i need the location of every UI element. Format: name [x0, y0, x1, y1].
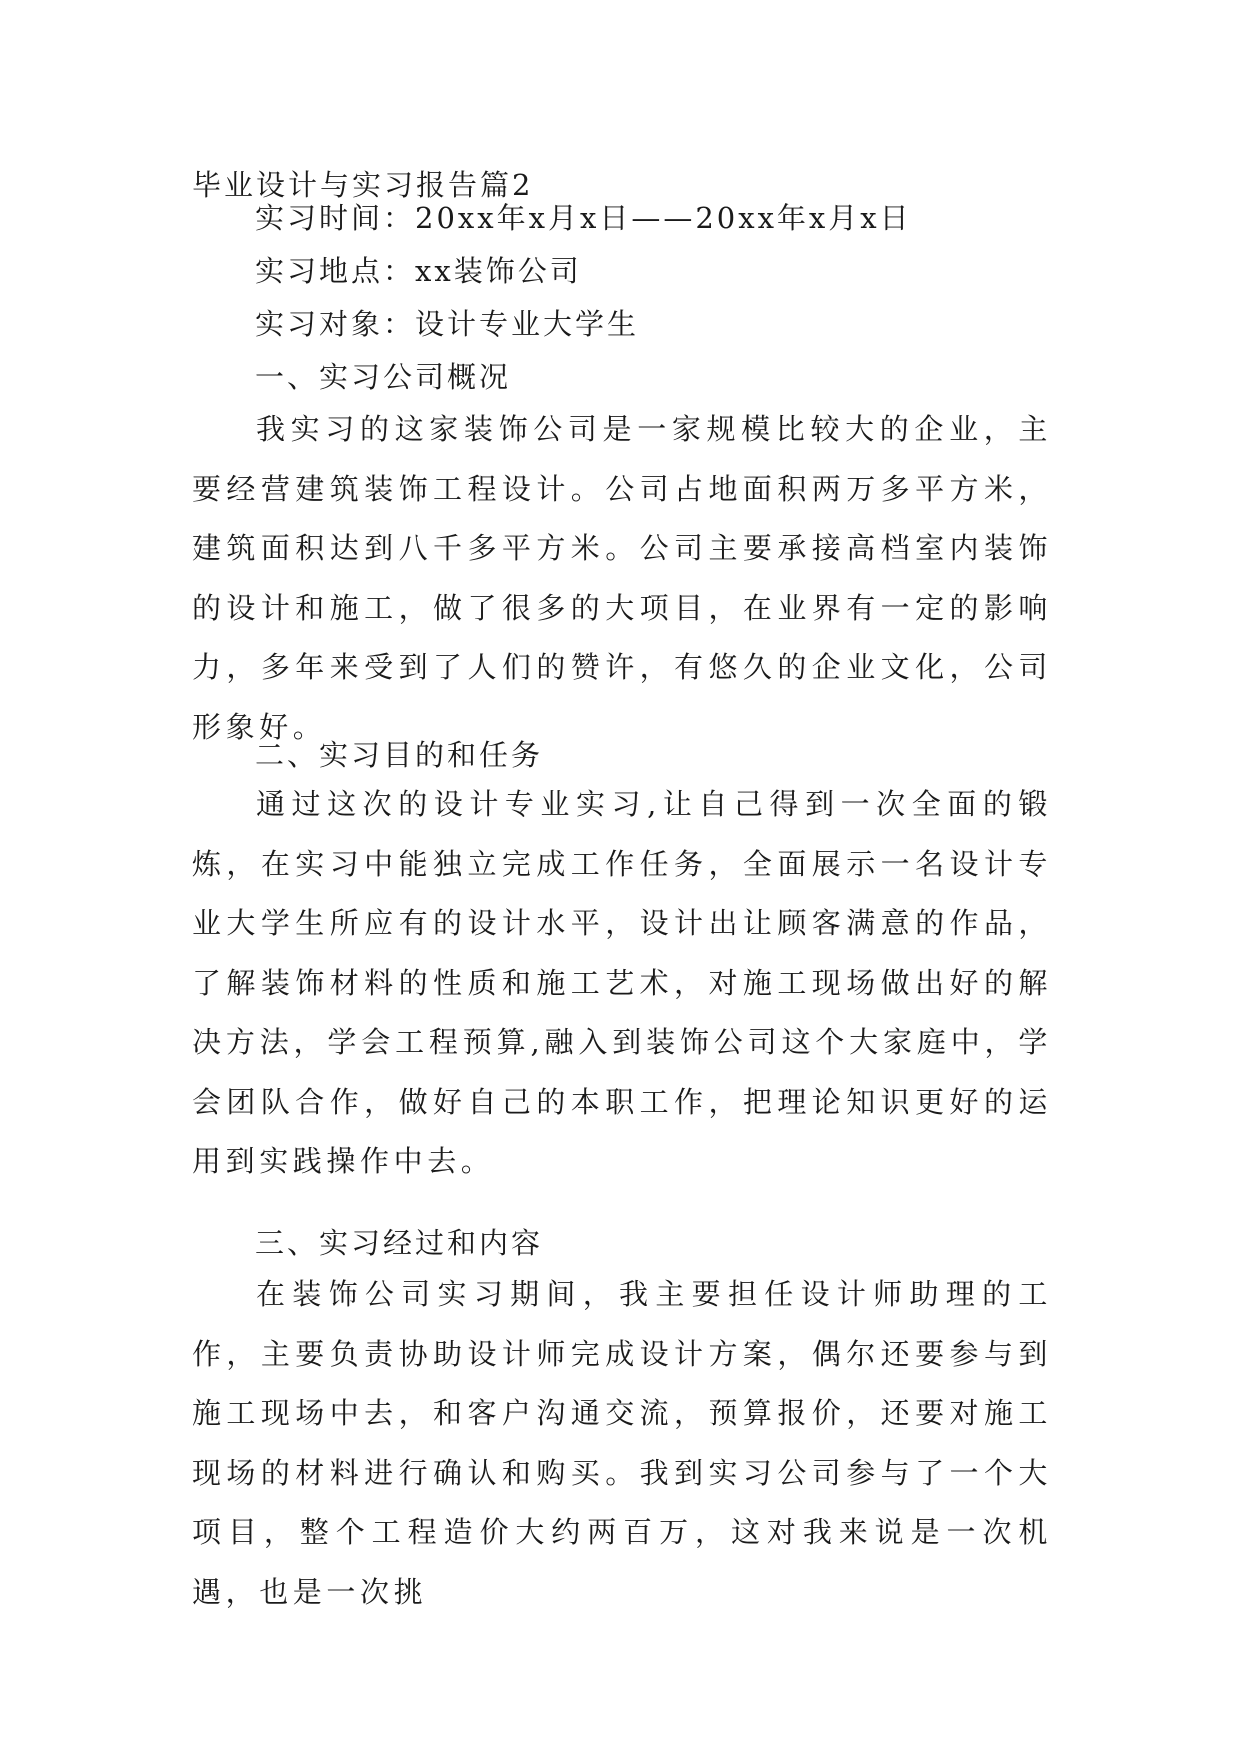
section-heading-3: 三、实习经过和内容 [255, 1226, 544, 1260]
meta-object: 实习对象：设计专业大学生 [255, 307, 640, 341]
document-title: 毕业设计与实习报告篇2 [192, 168, 534, 202]
meta-place: 实习地点：xx装饰公司 [255, 254, 582, 288]
section-heading-1: 一、实习公司概况 [255, 360, 512, 394]
section-paragraph-3: 在装饰公司实习期间，我主要担任设计师助理的工作，主要负责协助设计师完成设计方案，偶尔还要参与到施工现场中去，和客户沟通交流，预算报价，还要对施工现场的材料进行确认和购买。我到实习公司参与了一个大项目，整个工程造价大约两百万，这对我来说是一次机遇，也是一次挑 [192, 1277, 1052, 1609]
meta-time: 实习时间：20xx年x月x日——20xx年x月x日 [255, 201, 912, 235]
section-heading-2: 二、实习目的和任务 [255, 738, 544, 772]
section-paragraph-1: 我实习的这家装饰公司是一家规模比较大的企业，主要经营建筑装饰工程设计。公司占地面积两万多平方米，建筑面积达到八千多平方米。公司主要承接高档室内装饰的设计和施工，做了很多的大项目，在业界有一定的影响力，多年来受到了人们的赞许，有悠久的企业文化，公司形象好。 [192, 412, 1052, 744]
section-paragraph-2: 通过这次的设计专业实习,让自己得到一次全面的锻炼，在实习中能独立完成工作任务，全面展示一名设计专业大学生所应有的设计水平，设计出让顾客满意的作品，了解装饰材料的性质和施工艺术，对施工现场做出好的解决方法，学会工程预算,融入到装饰公司这个大家庭中，学会团队合作，做好自己的本职工作，把理论知识更好的运用到实践操作中去。 [192, 787, 1052, 1178]
